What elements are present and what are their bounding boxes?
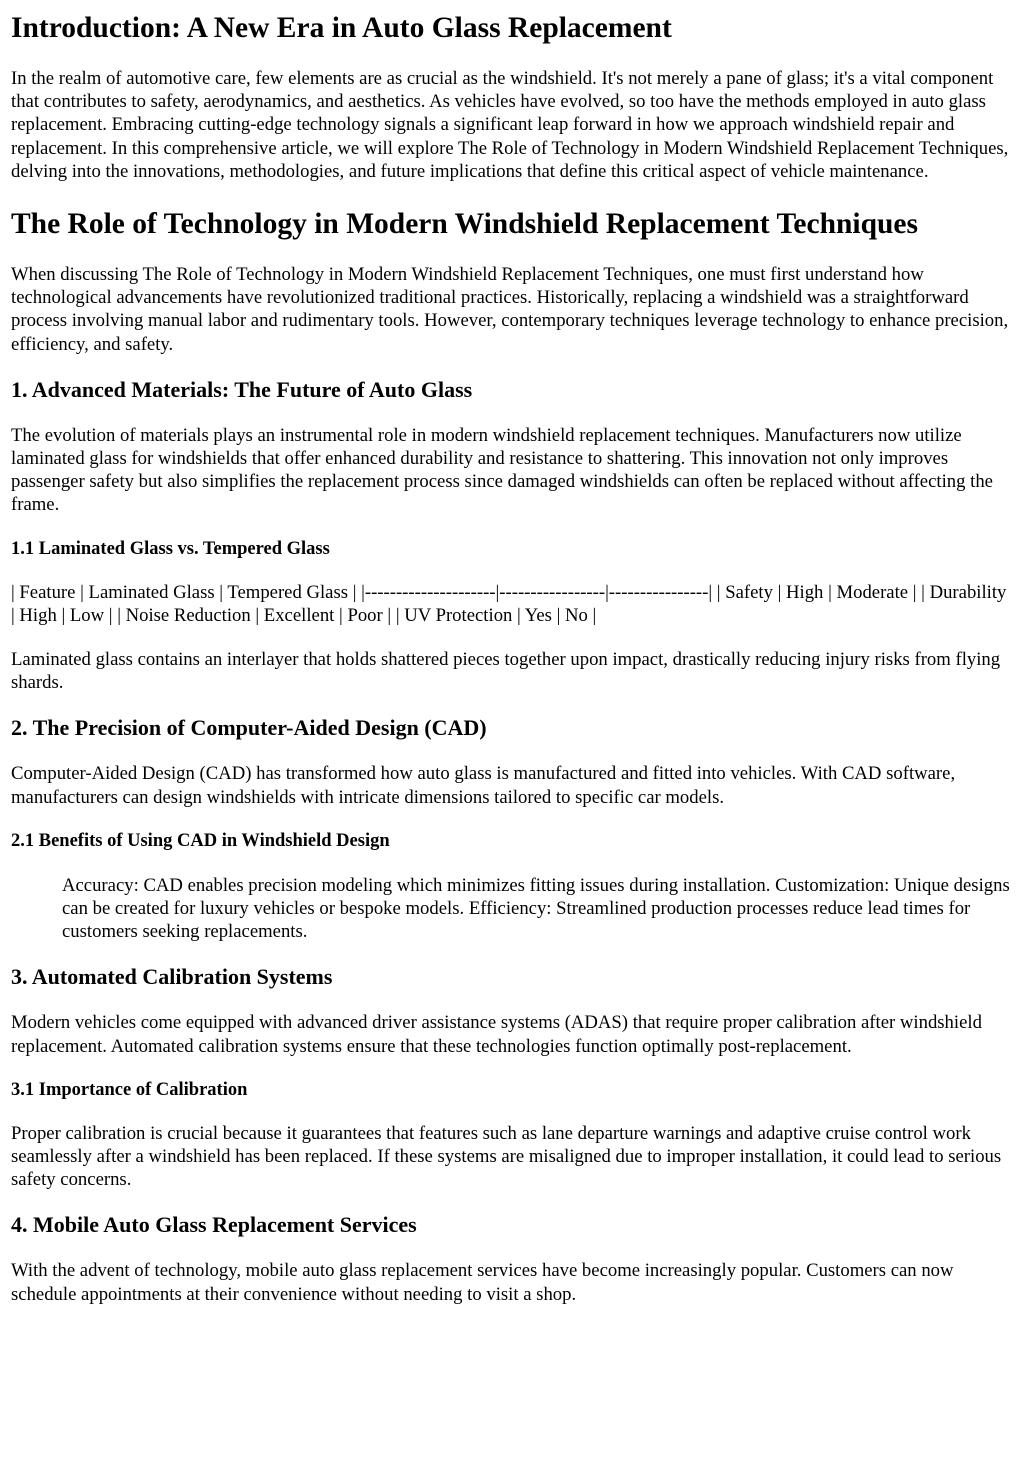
intro-heading: Introduction: A New Era in Auto Glass Replacement: [11, 12, 672, 44]
role-heading: The Role of Technology in Modern Windshield Replacement Techniques: [11, 208, 918, 241]
section-2-1-heading: 2.1 Benefits of Using CAD in Windshield Design: [11, 830, 390, 851]
section-4-paragraph: With the advent of technology, mobile auto glass replacement services have become increasingly popular. Customers can now schedule appointments at their convenience without needing to visit a shop.: [11, 1260, 954, 1305]
role-paragraph: When discussing The Role of Technology in Modern Windshield Replacement Techniques, one must first understand how technological advancements have revolutionized traditional practices. Historically, replacing a windshield was a straightforward process involving manual labor and rudimentary tools. However, contemporary techniques leverage technology to enhance precision, efficiency, and safety.: [11, 264, 1009, 355]
article: [0, 11, 1024, 1306]
section-4-heading: 4. Mobile Auto Glass Replacement Services: [11, 1212, 417, 1238]
section-1-1-heading: 1.1 Laminated Glass vs. Tempered Glass: [11, 538, 330, 559]
section-1-heading: 1. Advanced Materials: The Future of Auto Glass: [11, 376, 473, 402]
section-2-1-quote: Accuracy: CAD enables precision modeling which minimizes fitting issues during installation. Customization: Unique designs can be created for luxury vehicles or bespoke models. Efficiency: Streamlined production processes reduce lead times for customers seeking replacements.: [62, 874, 1010, 943]
intro-paragraph: In the realm of automotive care, few elements are as crucial as the windshield. It's not merely a pane of glass; it's a vital component that contributes to safety, aerodynamics, and aesthetics. As vehicles have evolved, so too have the methods employed in auto glass replacement. Embracing cutting-edge technology signals a significant leap forward in how we approach windshield repair and replacement. In this comprehensive article, we will explore The Role of Technology in Modern Windshield Replacement Techniques, delving into the innovations, methodologies, and future implications that define this critical aspect of vehicle maintenance.: [11, 68, 1009, 182]
section-3-1-paragraph: Proper calibration is crucial because it guarantees that features such as lane departure warnings and adaptive cruise control work seamlessly after a windshield has been replaced. If these systems are misaligned due to improper installation, it could lead to serious safety concerns.: [11, 1122, 1002, 1191]
section-1-1-table-text: | Feature | Laminated Glass | Tempered Glass | |---------------------|-----------------|----------------| | Safety | High | Moderate | | Durability | High | Low | | Noise Reduction | Excellent | Poor | | UV Protection | Yes | No |: [11, 581, 1007, 626]
section-1-1-paragraph: Laminated glass contains an interlayer that holds shattered pieces together upon impact, drastically reducing injury risks from flying shards.: [11, 649, 1001, 694]
section-1-paragraph: The evolution of materials plays an instrumental role in modern windshield replacement techniques. Manufacturers now utilize laminated glass for windshields that offer enhanced durability and resistance to shattering. This innovation not only improves passenger safety but also simplifies the replacement process since damaged windshields can often be replaced without affecting the frame.: [11, 424, 993, 516]
section-3-heading: 3. Automated Calibration Systems: [11, 964, 333, 990]
section-3-paragraph: Modern vehicles come equipped with advanced driver assistance systems (ADAS) that require proper calibration after windshield replacement. Automated calibration systems ensure that these technologies function optimally post-replacement.: [11, 1012, 982, 1057]
section-2-heading: 2. The Precision of Computer-Aided Design (CAD): [11, 715, 487, 741]
section-2-paragraph: Computer-Aided Design (CAD) has transformed how auto glass is manufactured and fitted into vehicles. With CAD software, manufacturers can design windshields with intricate dimensions tailored to specific car models.: [11, 763, 956, 808]
section-3-1-heading: 3.1 Importance of Calibration: [11, 1079, 248, 1100]
